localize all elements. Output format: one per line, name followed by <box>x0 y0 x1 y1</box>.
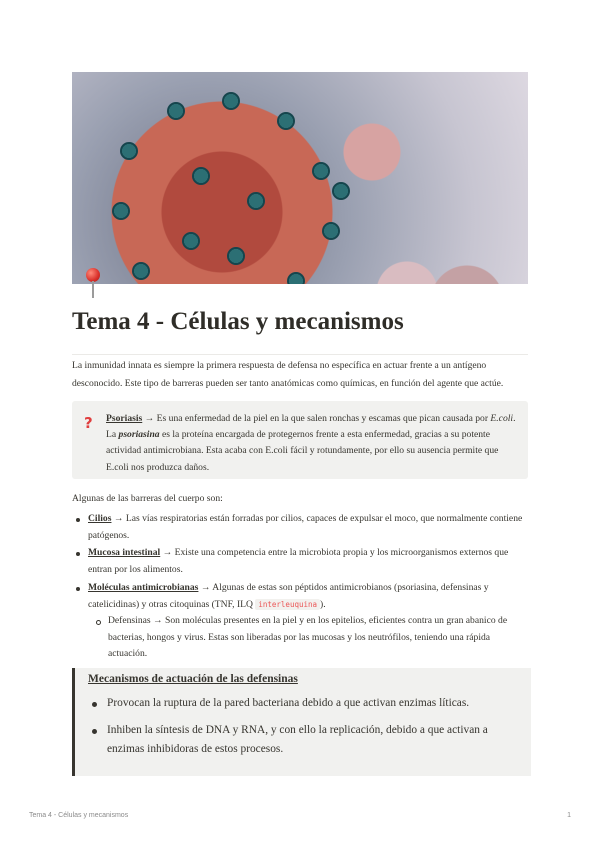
bullet <box>92 729 97 734</box>
barrier-term: Mucosa intestinal <box>88 547 161 558</box>
list-item <box>88 511 528 544</box>
barrier-term: Cilios <box>88 513 112 524</box>
sub-list-item <box>108 613 528 663</box>
arrow: → <box>144 413 155 424</box>
cover-image <box>72 72 528 284</box>
list-item <box>88 580 528 613</box>
inline-code: interleuquina <box>255 599 320 610</box>
question-mark-icon: ? <box>84 414 93 432</box>
footer-page-number: 1 <box>567 812 571 819</box>
list-item <box>88 545 528 578</box>
bullet <box>92 702 97 707</box>
page-title: Tema 4 - Células y mecanismos <box>72 308 404 335</box>
callout-term: Psoriasis <box>106 413 143 424</box>
barriers-intro: Algunas de las barreras del cuerpo son: <box>72 493 223 504</box>
callout-ecoli: E.coli <box>490 413 514 424</box>
bullet <box>76 518 80 522</box>
list-item <box>107 721 517 759</box>
callout-text-3: es la proteína encargada de protegernos frente a esta enfermedad, gracias a su potente actividad antimicrobiana. Esta acaba con E.coli fácil y rotundamente, por ello su ausencia permite que E.coli nos produzca daños. <box>106 429 499 473</box>
bullet <box>76 587 80 591</box>
callout-text-2: . La <box>106 413 516 441</box>
barrier-text: → Las vías respiratorias están forradas por cilios, capaces de expulsar el moco, que normalmente contiene patógenos. <box>88 513 523 541</box>
barrier-text-after: ). <box>320 598 326 610</box>
barrier-text: → Existe una competencia entre la microbiota propia y los microorganismos externos que entran por los alimentos. <box>88 547 509 575</box>
footer-title: Tema 4 - Células y mecanismos <box>29 812 129 819</box>
callout-psoriasis <box>72 401 528 479</box>
intro-paragraph: La inmunidad innata es siempre la primera respuesta de defensa no específica en actuar frente a un antígeno desconocido. Este tipo de barreras pueden ser tanto anatómicas como químicas, en función del agente que actúe. <box>72 360 504 389</box>
title-divider <box>72 354 528 355</box>
quote-item-text: Inhiben la síntesis de DNA y RNA, y con ello la replicación, debido a que activan a enzimas inhibidoras de estos procesos. <box>107 724 488 755</box>
barrier-term: Moléculas antimicrobianas <box>88 582 199 593</box>
bullet <box>76 552 80 556</box>
quote-block <box>72 668 531 776</box>
barrier-text: → Algunas de estas son péptidos antimicrobianos (psoriasina, defensinas y catelicidinas) y otras citoquinas (TNF, ILQ <box>88 582 489 610</box>
quote-title: Mecanismos de actuación de las defensinas <box>88 673 298 685</box>
list-item <box>107 694 517 713</box>
quote-item-text: Provocan la ruptura de la pared bacteriana debido a que activan enzimas líticas. <box>107 697 470 709</box>
pushpin-icon <box>84 268 102 298</box>
circle-bullet <box>96 620 101 625</box>
callout-psoriasina: psoriasina <box>118 429 160 441</box>
sub-item-text: Defensinas → Son moléculas presentes en la piel y en los epitelios, eficientes contra un gran abanico de bacterias, hongos y virus. Estas son liberadas por las mucosas y los neutrófilos, teniendo una rápida actuación. <box>108 615 508 659</box>
callout-text <box>106 411 518 476</box>
callout-text-1: Es una enfermedad de la piel en la que salen ronchas y escamas que pican causada por <box>154 413 491 424</box>
